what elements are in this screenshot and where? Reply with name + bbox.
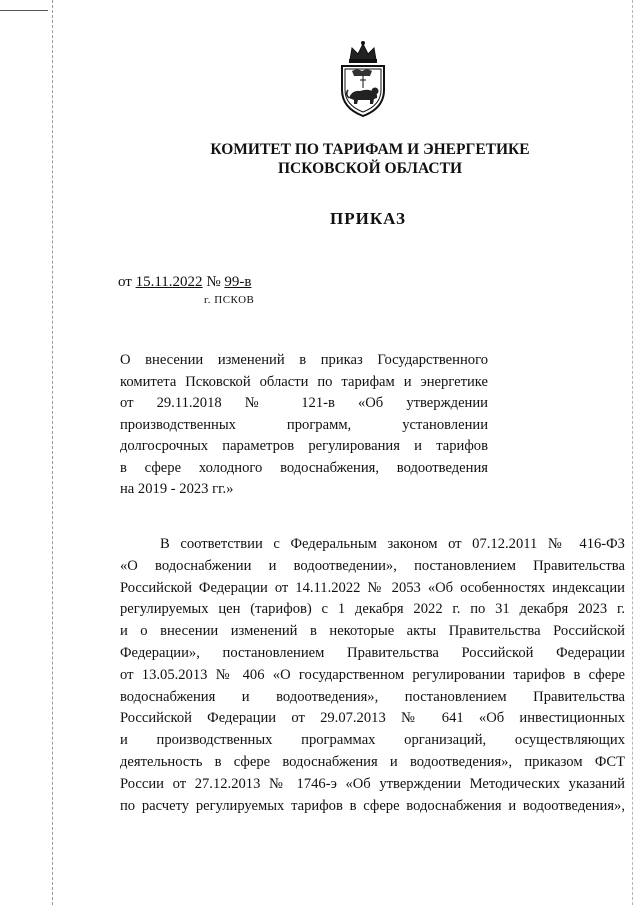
subject-line: производственных программ, установлении [120,416,488,433]
scan-edge-right [632,0,633,905]
subject-line: комитета Псковской области по тарифам и энергетике [120,373,488,390]
body-line: Федерации», постановлением Правительства Российской Федерации [120,644,625,661]
order-number: 99-в [224,274,252,290]
scan-corner-mark [0,10,48,11]
subject-line: в сфере холодного водоснабжения, водоотведения [120,459,488,476]
body-line: от 13.05.2013 № 406 «О государственном регулировании тарифов в сфере [120,666,625,683]
body-line: по расчету регулируемых тарифов в сфере водоснабжения и водоотведения», [120,797,625,814]
body-line: и о внесении изменений в некоторые акты Правительства Российской [120,623,625,640]
committee-name-line1: КОМИТЕТ ПО ТАРИФАМ И ЭНЕРГЕТИКЕ [210,141,530,158]
order-date: 15.11.2022 [135,274,203,290]
subject-line: долгосрочных параметров регулирования и тарифов [120,438,488,454]
subject-line: от 29.11.2018 № 121-в «Об утверждении [120,395,488,411]
order-date-number [118,274,251,291]
scan-edge-left [52,0,53,905]
subject-line: О внесении изменений в приказ Государственного [120,352,488,368]
pskov-coat-of-arms-icon [330,38,396,118]
body-line: и производственных программах организаций, осуществляющих [120,732,625,749]
body-line: Российской Федерации от 14.11.2022 № 2053 «Об особенностях индексации [120,579,625,596]
body-line: водоснабжения и водоотведения», постановлением Правительства [120,688,625,705]
number-label: № [206,274,221,290]
from-label: от [118,274,132,290]
order-city: г. ПСКОВ [204,294,255,306]
body-line: деятельность в сфере водоснабжения и водоотведения», приказом ФСТ [120,753,625,770]
order-body [120,534,625,817]
body-line: «О водоснабжении и водоотведении», постановлением Правительства [120,557,625,574]
body-line: В соответствии с Федеральным законом от 07.12.2011 № 416-ФЗ [160,536,625,552]
body-line: России от 27.12.2013 № 1746-э «Об утверждении Методических указаний [120,775,625,792]
order-title: ПРИКАЗ [330,209,406,228]
committee-name-line2: ПСКОВСКОЙ ОБЛАСТИ [277,160,462,177]
subject-line: на 2019 - 2023 гг.» [120,481,234,497]
body-line: Российской Федерации от 29.07.2013 № 641 «Об инвестиционных [120,710,625,727]
order-subject [120,350,488,501]
body-line: регулируемых цен (тарифов) с 1 декабря 2022 г. по 31 декабря 2023 г. [120,601,625,618]
